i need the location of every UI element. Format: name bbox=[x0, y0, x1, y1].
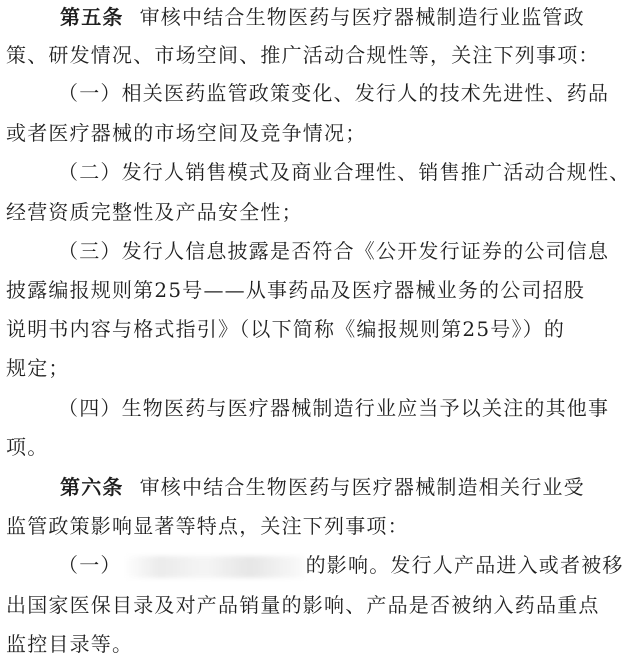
article-5-item-1-line1: （一）相关医药监管政策变化、发行人的技术先进性、药品 bbox=[58, 81, 610, 105]
article-5-item-3-line4: 规定； bbox=[6, 356, 70, 380]
article-6-title: 第六条 bbox=[60, 475, 124, 499]
article-6-item-1-line3: 监控目录等。 bbox=[6, 632, 134, 656]
article-5-item-3-line1: （三）发行人信息披露是否符合《公开发行证券的公司信息 bbox=[58, 239, 610, 263]
article-6-item-1-suffix: 的影响。发行人产品进入或者被移 bbox=[305, 553, 624, 577]
article-5-item-2-line1: （二）发行人销售模式及商业合理性、销售推广活动合规性、 bbox=[58, 160, 631, 184]
article-5-title: 第五条 bbox=[60, 5, 124, 29]
article-5-intro-line2: 策、研发情况、市场空间、推广活动合规性等，关注下列事项： bbox=[6, 43, 600, 67]
article-6-item-1-line1 bbox=[58, 550, 624, 580]
article-5-item-1-line2: 或者医疗器械的市场空间及竞争情况； bbox=[6, 121, 367, 145]
article-5-item-4-line1: （四）生物医药与医疗器械制造行业应当予以关注的其他事 bbox=[58, 396, 610, 420]
article-5-item-4-line2: 项。 bbox=[6, 435, 49, 459]
redacted-blur bbox=[124, 556, 304, 578]
article-5-item-2-line2: 经营资质完整性及产品安全性； bbox=[6, 200, 303, 224]
article-6-intro-line2: 监管政策影响显著等特点，关注下列事项： bbox=[6, 514, 409, 538]
article-5-heading-line bbox=[60, 2, 585, 32]
article-5-item-3-line2: 披露编报规则第25号——从事药品及医疗器械业务的公司招股 bbox=[6, 278, 586, 302]
article-5-intro-line1: 审核中结合生物医药与医疗器械制造行业监管政 bbox=[139, 5, 585, 29]
article-6-intro-line1: 审核中结合生物医药与医疗器械制造相关行业受 bbox=[139, 475, 585, 499]
article-6-item-1-line2: 出国家医保目录及对产品销量的影响、产品是否被纳入药品重点 bbox=[6, 593, 600, 617]
article-6-item-1-prefix: （一） bbox=[58, 553, 122, 577]
article-5-item-3-line3: 说明书内容与格式指引》（以下简称《编报规则第25号》）的 bbox=[6, 317, 566, 341]
article-6-heading-line bbox=[60, 472, 585, 502]
